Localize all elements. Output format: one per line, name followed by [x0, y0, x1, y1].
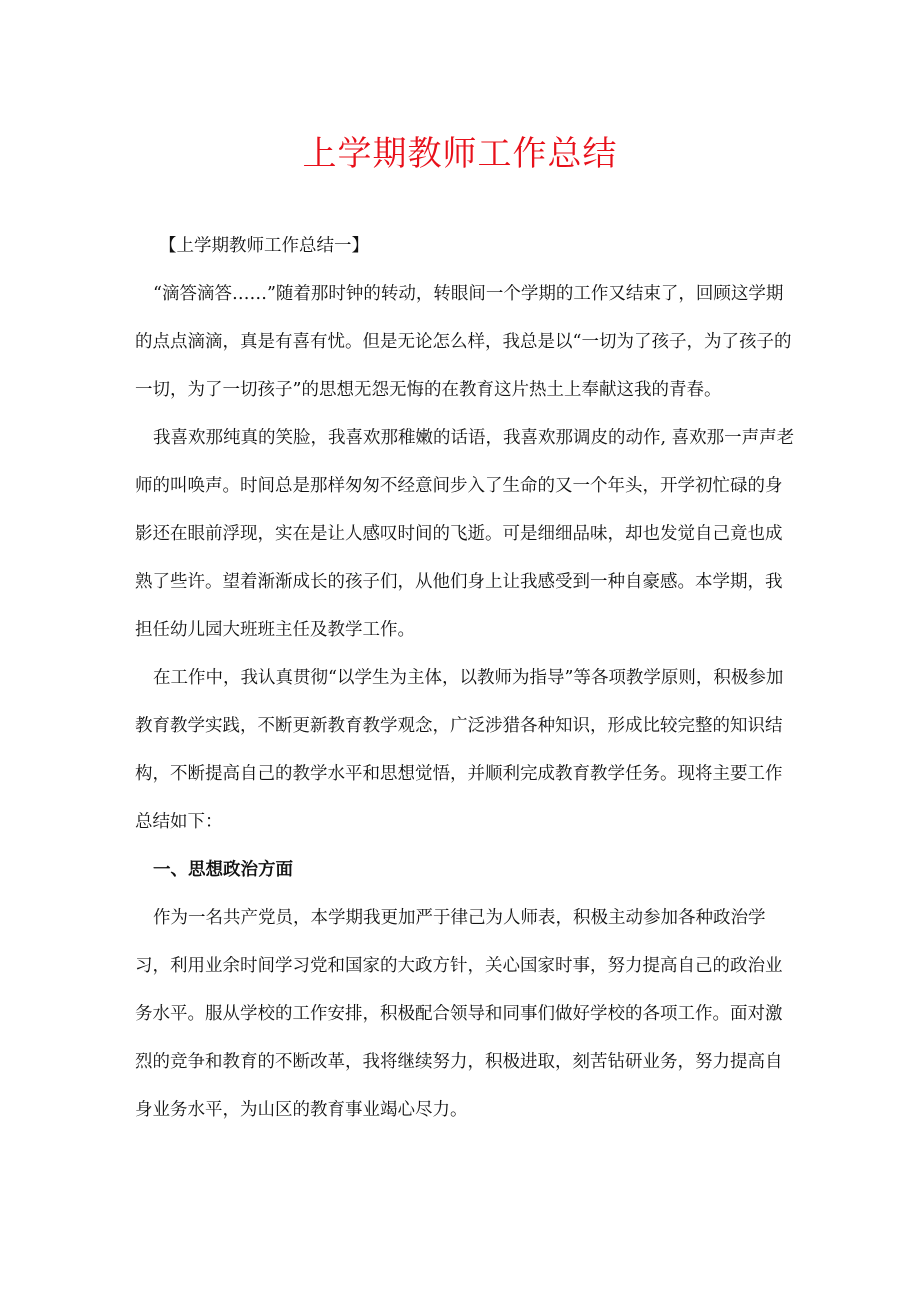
section-heading-politics: 一、思想政治方面 — [153, 860, 293, 880]
paragraph-work: 在工作中，我认真贯彻“以学生为主体，以教师为指导”等各项教学原则，积极参加教育教学实践，不断更新教育教学观念，广泛涉猎各种知识，形成比较完整的知识结构，不断提高自己的教学水平和思想觉悟，并顺利完成教育教学任务。现将主要工作总结如下： — [135, 668, 784, 832]
paragraph-politics: 作为一名共产党员，本学期我更加严于律己为人师表，积极主动参加各种政治学习，利用业余时间学习党和国家的大政方针，关心国家时事，努力提高自己的政治业务水平。服从学校的工作安排，积极配合领导和同事们做好学校的各项工作。面对激烈的竞争和教育的不断改革，我将继续努力，积极进取，刻苦钻研业务，努力提高自身业务水平，为山区的教育事业竭心尽力。 — [135, 908, 783, 1120]
paragraph-feelings: 我喜欢那纯真的笑脸，我喜欢那稚嫩的话语，我喜欢那调皮的动作, 喜欢那一声声老师的叫唤声。时间总是那样匆匆不经意间步入了生命的又一个年头，开学初忙碌的身影还在眼前浮现，实在是让人感叹时间的飞逝。可是细细品味，却也发觉自己竟也成熟了些许。望着渐渐成长的孩子们，从他们身上让我感受到一种自豪感。本学期，我担任幼儿园大班班主任及教学工作。 — [135, 428, 795, 640]
document-title: 上学期教师工作总结 — [302, 134, 618, 174]
document-body — [135, 222, 795, 1134]
document-subtitle: 【上学期教师工作总结一】 — [159, 236, 369, 256]
paragraph-intro: “滴答滴答……”随着那时钟的转动，转眼间一个学期的工作又结束了，回顾这学期的点点滴滴，真是有喜有忧。但是无论怎么样，我总是以“一切为了孩子，为了孩子的一切，为了一切孩子”的思想无怨无悔的在教育这片热土上奉献这我的青春。 — [135, 284, 792, 400]
